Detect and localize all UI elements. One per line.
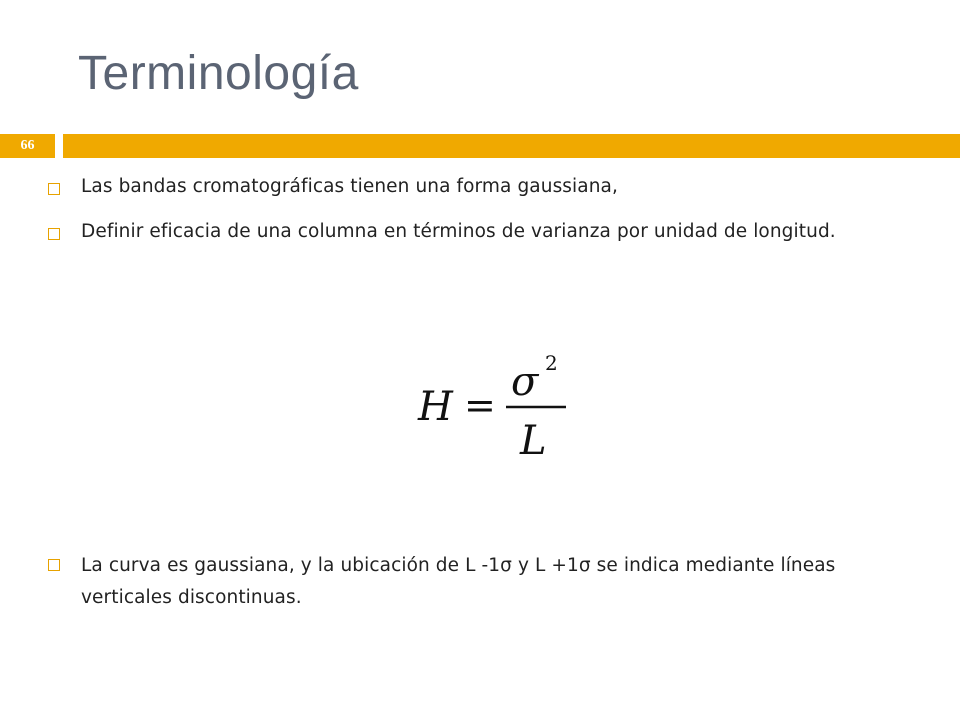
bullet-text: Definir eficacia de una columna en términos de varianza por unidad de longitud. bbox=[81, 221, 836, 242]
formula-equals: = bbox=[464, 383, 496, 427]
header-accent-bar bbox=[63, 134, 960, 158]
bullet-item bbox=[48, 174, 948, 199]
square-bullet-icon bbox=[48, 559, 60, 571]
bullet-item bbox=[48, 550, 918, 614]
square-bullet-icon bbox=[48, 228, 60, 240]
formula-numerator: σ bbox=[511, 359, 539, 405]
slide-number: 66 bbox=[20, 138, 35, 153]
plate-height-formula bbox=[416, 350, 596, 470]
formula-graphic bbox=[416, 350, 596, 470]
bullet-text: La curva es gaussiana, y la ubicación de L -1σ y L +1σ se indica mediante líneas verticales discontinuas. bbox=[81, 555, 836, 608]
formula-exponent: 2 bbox=[545, 351, 558, 375]
slide-title: Terminología bbox=[78, 47, 359, 100]
bullet-text: Las bandas cromatográficas tienen una forma gaussiana, bbox=[81, 176, 618, 197]
square-bullet-icon bbox=[48, 183, 60, 195]
formula-lhs: H bbox=[418, 384, 453, 430]
formula-denominator: L bbox=[520, 418, 547, 464]
bullet-item bbox=[48, 219, 948, 244]
